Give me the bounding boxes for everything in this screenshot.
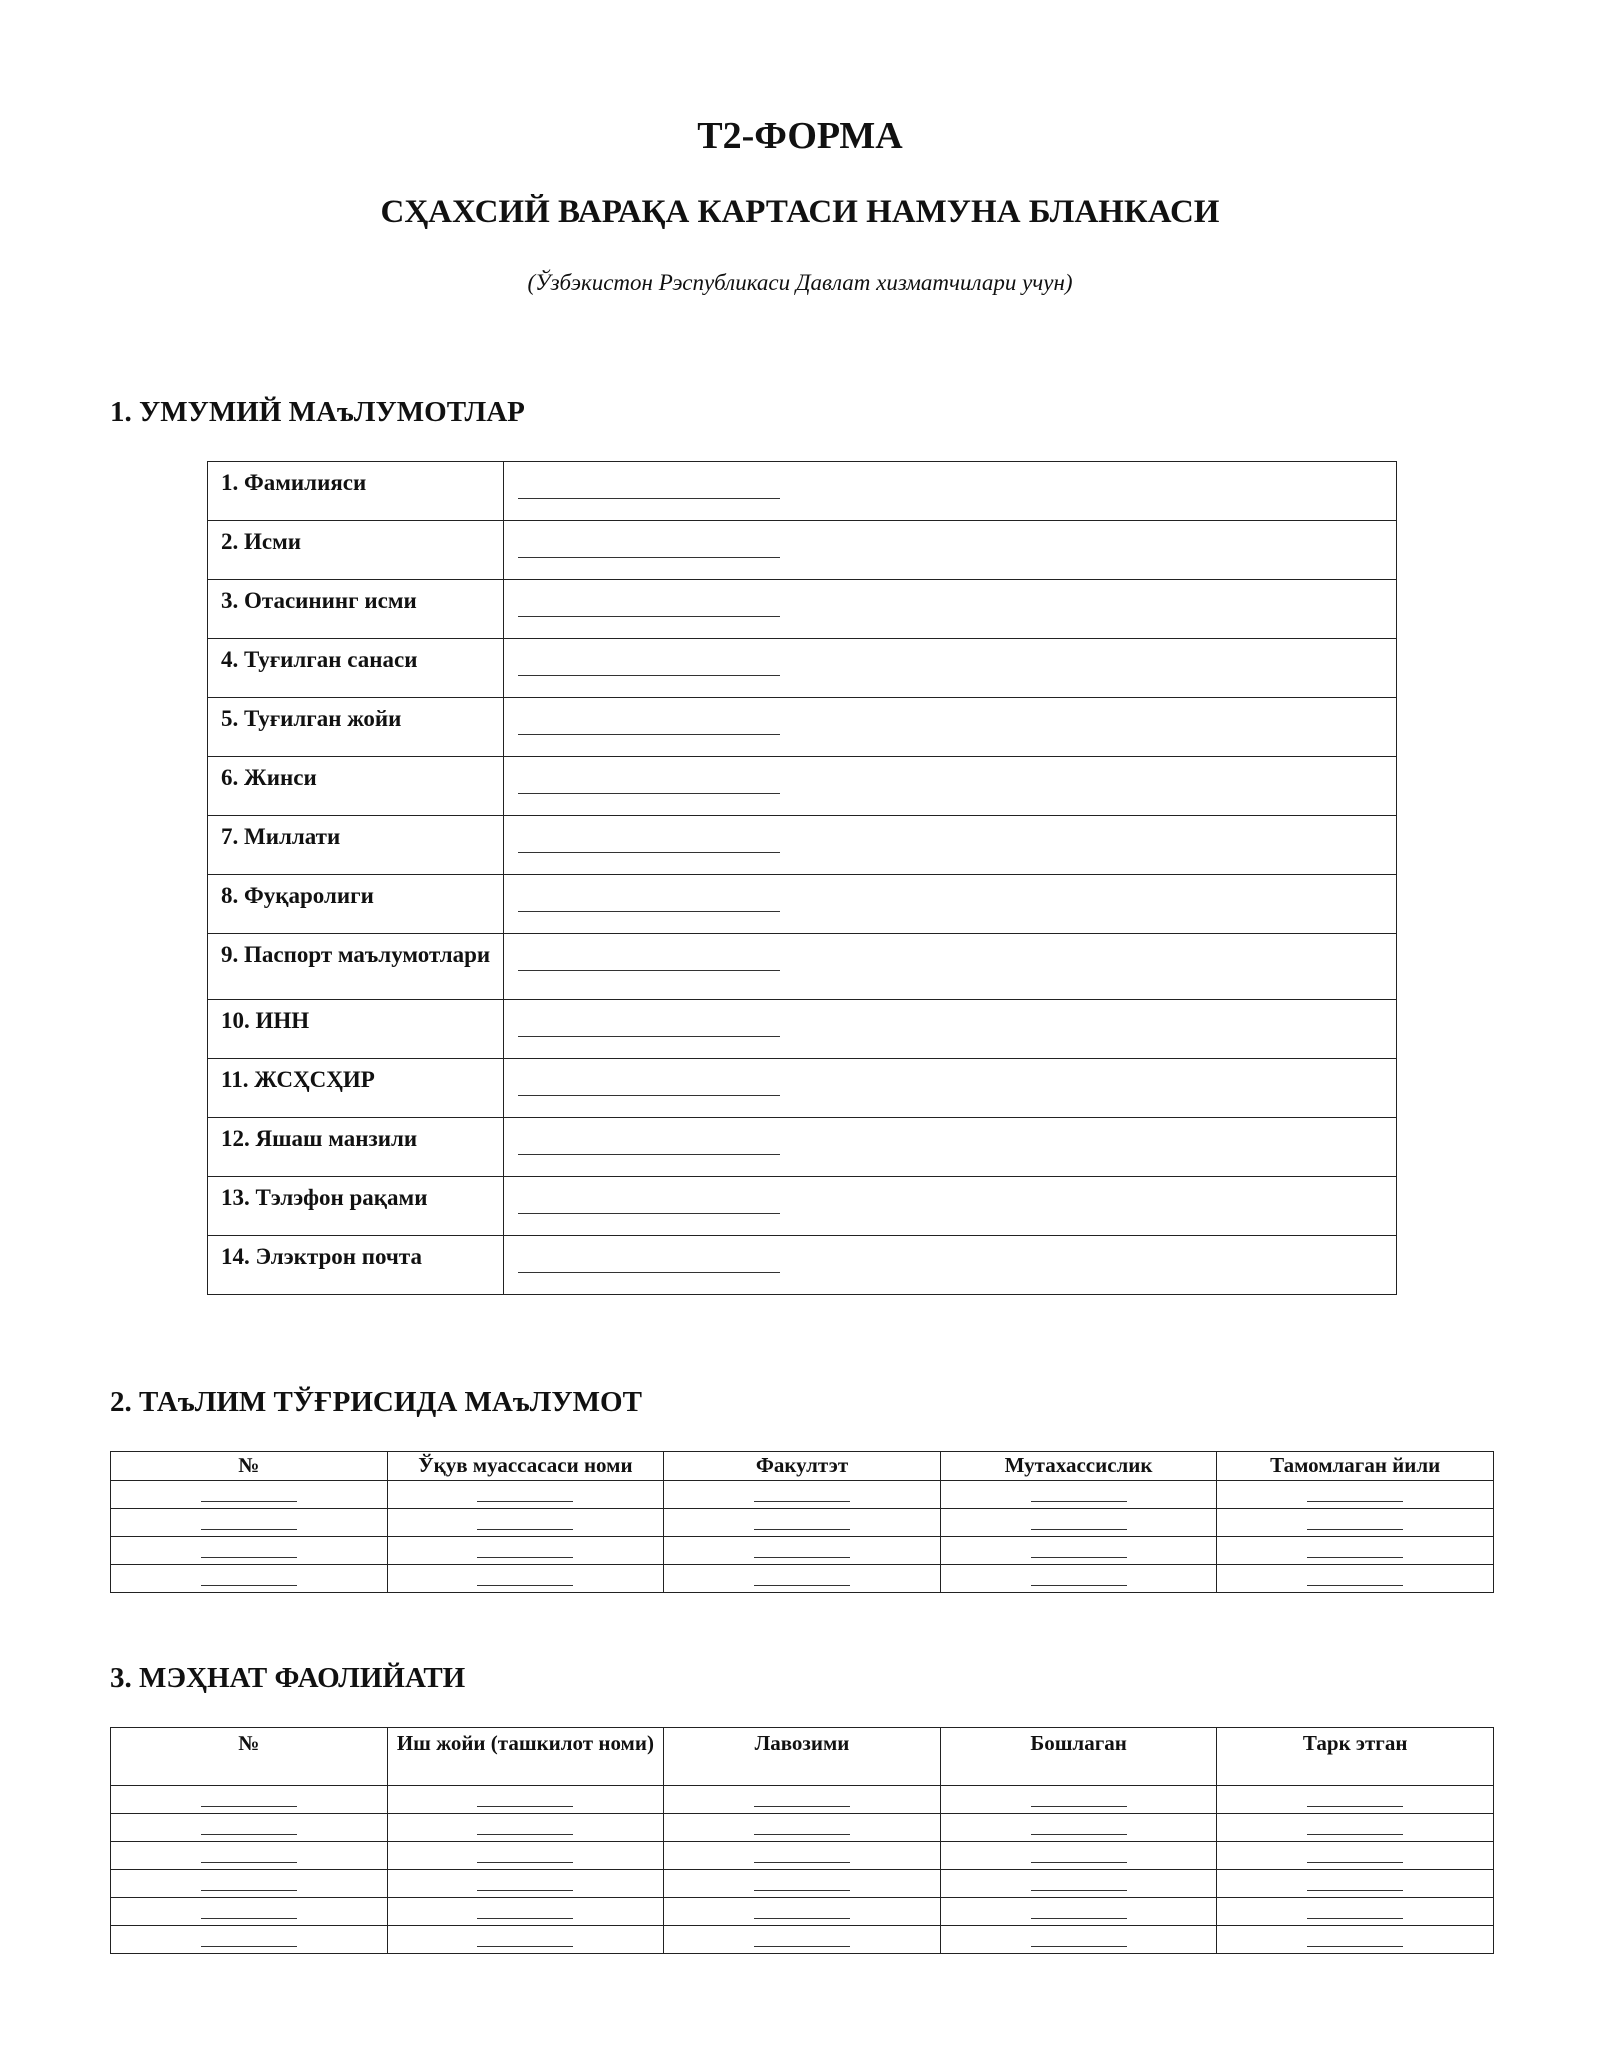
blank-line xyxy=(518,1132,780,1155)
blank-line xyxy=(1307,1481,1403,1502)
field-row-email xyxy=(208,1236,1397,1295)
blank-line xyxy=(477,1898,573,1919)
table-cell-input[interactable] xyxy=(664,1481,941,1509)
blank-line xyxy=(754,1926,850,1947)
blank-line xyxy=(754,1481,850,1502)
field-label: 11. ЖСҲСҲИР xyxy=(208,1059,504,1118)
field-row-name xyxy=(208,521,1397,580)
field-input-inn[interactable] xyxy=(504,1000,1397,1059)
blank-line xyxy=(518,1014,780,1037)
field-label: 8. Фуқаролиги xyxy=(208,875,504,934)
field-label: 14. Элэктрон почта xyxy=(208,1236,504,1295)
table-cell-input[interactable] xyxy=(664,1786,941,1814)
blank-line xyxy=(201,1842,297,1863)
table-cell-input[interactable] xyxy=(387,1481,664,1509)
table-cell-input[interactable] xyxy=(111,1509,388,1537)
table-header-row xyxy=(111,1452,1494,1481)
table-cell-input[interactable] xyxy=(664,1565,941,1593)
table-cell-input[interactable] xyxy=(940,1509,1217,1537)
blank-line xyxy=(754,1537,850,1558)
blank-line xyxy=(754,1814,850,1835)
field-row-gender xyxy=(208,757,1397,816)
column-header-number: № xyxy=(111,1452,388,1481)
column-header-end-date: Тарк этган xyxy=(1217,1728,1494,1786)
field-label: 2. Исми xyxy=(208,521,504,580)
table-cell-input[interactable] xyxy=(664,1926,941,1954)
field-row-passport xyxy=(208,934,1397,1000)
table-cell-input[interactable] xyxy=(664,1870,941,1898)
field-label: 9. Паспорт маълумотлари xyxy=(208,934,504,1000)
blank-line xyxy=(201,1786,297,1807)
blank-line xyxy=(1307,1898,1403,1919)
blank-line xyxy=(754,1898,850,1919)
column-header-number: № xyxy=(111,1728,388,1786)
column-header-institution: Ўқув муассасаси номи xyxy=(387,1452,664,1481)
table-cell-input[interactable] xyxy=(387,1898,664,1926)
table-row xyxy=(111,1842,1494,1870)
table-cell-input[interactable] xyxy=(387,1509,664,1537)
blank-line xyxy=(518,594,780,617)
blank-line xyxy=(518,948,780,971)
section-work-heading: 3. МЭҲНАТ ФАОЛИЙАТИ xyxy=(110,1662,466,1694)
field-input-patronymic[interactable] xyxy=(504,580,1397,639)
column-header-start-date: Бошлаган xyxy=(940,1728,1217,1786)
table-cell-input[interactable] xyxy=(111,1481,388,1509)
blank-line xyxy=(1307,1509,1403,1530)
field-row-nationality xyxy=(208,816,1397,875)
blank-line xyxy=(477,1842,573,1863)
field-row-pinfl xyxy=(208,1059,1397,1118)
field-input-phone[interactable] xyxy=(504,1177,1397,1236)
column-header-faculty: Факултэт xyxy=(664,1452,941,1481)
blank-line xyxy=(1031,1509,1127,1530)
table-row xyxy=(111,1786,1494,1814)
blank-line xyxy=(477,1537,573,1558)
table-cell-input[interactable] xyxy=(664,1537,941,1565)
form-subtitle: СҲАХСИЙ ВАРАҚА КАРТАСИ НАМУНА БЛАНКАСИ xyxy=(380,194,1220,230)
blank-line xyxy=(1031,1842,1127,1863)
table-row xyxy=(111,1481,1494,1509)
table-row xyxy=(111,1870,1494,1898)
blank-line xyxy=(1031,1926,1127,1947)
table-cell-input[interactable] xyxy=(1217,1565,1494,1593)
blank-line xyxy=(518,771,780,794)
general-info-table xyxy=(207,461,1397,1295)
blank-line xyxy=(201,1814,297,1835)
blank-line xyxy=(1307,1870,1403,1891)
field-input-passport[interactable] xyxy=(504,934,1397,1000)
field-input-surname[interactable] xyxy=(504,462,1397,521)
table-cell-input[interactable] xyxy=(111,1926,388,1954)
table-cell-input[interactable] xyxy=(940,1814,1217,1842)
blank-line xyxy=(477,1786,573,1807)
blank-line xyxy=(754,1509,850,1530)
blank-line xyxy=(1307,1537,1403,1558)
blank-line xyxy=(1031,1870,1127,1891)
table-row xyxy=(111,1565,1494,1593)
table-cell-input[interactable] xyxy=(1217,1898,1494,1926)
blank-line xyxy=(201,1537,297,1558)
blank-line xyxy=(1031,1786,1127,1807)
field-row-birth-date xyxy=(208,639,1397,698)
table-row xyxy=(111,1926,1494,1954)
education-table-body xyxy=(111,1481,1494,1593)
blank-line xyxy=(201,1565,297,1586)
blank-line xyxy=(201,1509,297,1530)
table-cell-input[interactable] xyxy=(664,1842,941,1870)
blank-line xyxy=(754,1565,850,1586)
blank-line xyxy=(201,1481,297,1502)
field-row-inn xyxy=(208,1000,1397,1059)
blank-line xyxy=(518,1191,780,1214)
table-row xyxy=(111,1814,1494,1842)
section-general-heading: 1. УМУМИЙ МАъЛУМОТЛАР xyxy=(110,396,525,428)
blank-line xyxy=(201,1870,297,1891)
form-note: (Ўзбэкистон Рэспубликаси Давлат хизматчилари учун) xyxy=(527,270,1073,295)
table-cell-input[interactable] xyxy=(387,1537,664,1565)
field-input-nationality[interactable] xyxy=(504,816,1397,875)
column-header-graduation-year: Тамомлаган йили xyxy=(1217,1452,1494,1481)
blank-line xyxy=(201,1926,297,1947)
blank-line xyxy=(477,1481,573,1502)
table-cell-input[interactable] xyxy=(940,1898,1217,1926)
field-row-birth-place xyxy=(208,698,1397,757)
table-cell-input[interactable] xyxy=(940,1565,1217,1593)
field-label: 12. Яшаш манзили xyxy=(208,1118,504,1177)
blank-line xyxy=(518,535,780,558)
table-cell-input[interactable] xyxy=(387,1565,664,1593)
table-cell-input[interactable] xyxy=(664,1509,941,1537)
blank-line xyxy=(518,830,780,853)
table-cell-input[interactable] xyxy=(1217,1814,1494,1842)
field-input-address[interactable] xyxy=(504,1118,1397,1177)
table-cell-input[interactable] xyxy=(940,1842,1217,1870)
field-label: 4. Туғилган санаси xyxy=(208,639,504,698)
field-label: 10. ИНН xyxy=(208,1000,504,1059)
field-input-name[interactable] xyxy=(504,521,1397,580)
table-cell-input[interactable] xyxy=(664,1814,941,1842)
blank-line xyxy=(477,1926,573,1947)
field-input-email[interactable] xyxy=(504,1236,1397,1295)
table-cell-input[interactable] xyxy=(111,1842,388,1870)
blank-line xyxy=(1307,1814,1403,1835)
column-header-specialty: Мутахассислик xyxy=(940,1452,1217,1481)
blank-line xyxy=(1031,1814,1127,1835)
section-education-heading: 2. ТАъЛИМ ТЎҒРИСИДА МАъЛУМОТ xyxy=(110,1386,642,1418)
field-row-surname xyxy=(208,462,1397,521)
blank-line xyxy=(1307,1926,1403,1947)
blank-line xyxy=(477,1814,573,1835)
field-label: 7. Миллати xyxy=(208,816,504,875)
education-table xyxy=(110,1451,1494,1593)
field-label: 6. Жинси xyxy=(208,757,504,816)
table-cell-input[interactable] xyxy=(387,1786,664,1814)
blank-line xyxy=(477,1509,573,1530)
blank-line xyxy=(1031,1898,1127,1919)
table-cell-input[interactable] xyxy=(1217,1537,1494,1565)
field-row-patronymic xyxy=(208,580,1397,639)
blank-line xyxy=(1307,1786,1403,1807)
field-label: 5. Туғилган жойи xyxy=(208,698,504,757)
blank-line xyxy=(518,712,780,735)
table-cell-input[interactable] xyxy=(1217,1481,1494,1509)
table-cell-input[interactable] xyxy=(111,1898,388,1926)
table-cell-input[interactable] xyxy=(1217,1870,1494,1898)
blank-line xyxy=(477,1565,573,1586)
table-cell-input[interactable] xyxy=(387,1814,664,1842)
field-input-birth-place[interactable] xyxy=(504,698,1397,757)
field-row-citizenship xyxy=(208,875,1397,934)
field-row-phone xyxy=(208,1177,1397,1236)
field-input-citizenship[interactable] xyxy=(504,875,1397,934)
blank-line xyxy=(754,1870,850,1891)
blank-line xyxy=(754,1786,850,1807)
table-cell-input[interactable] xyxy=(111,1537,388,1565)
work-history-table-body xyxy=(111,1786,1494,1954)
form-title: Т2-ФОРМА xyxy=(697,115,903,157)
blank-line xyxy=(754,1842,850,1863)
blank-line xyxy=(518,1250,780,1273)
field-row-address xyxy=(208,1118,1397,1177)
table-cell-input[interactable] xyxy=(940,1926,1217,1954)
field-label: 3. Отасининг исми xyxy=(208,580,504,639)
table-cell-input[interactable] xyxy=(1217,1842,1494,1870)
blank-line xyxy=(518,1073,780,1096)
table-cell-input[interactable] xyxy=(940,1870,1217,1898)
table-cell-input[interactable] xyxy=(1217,1786,1494,1814)
table-cell-input[interactable] xyxy=(940,1481,1217,1509)
field-label: 1. Фамилияси xyxy=(208,462,504,521)
table-row xyxy=(111,1509,1494,1537)
table-cell-input[interactable] xyxy=(111,1870,388,1898)
table-cell-input[interactable] xyxy=(387,1926,664,1954)
table-row xyxy=(111,1898,1494,1926)
field-input-gender[interactable] xyxy=(504,757,1397,816)
table-cell-input[interactable] xyxy=(940,1537,1217,1565)
blank-line xyxy=(518,889,780,912)
column-header-workplace: Иш жойи (ташкилот номи) xyxy=(387,1728,664,1786)
blank-line xyxy=(1031,1481,1127,1502)
table-cell-input[interactable] xyxy=(111,1814,388,1842)
table-cell-input[interactable] xyxy=(664,1898,941,1926)
blank-line xyxy=(518,476,780,499)
blank-line xyxy=(1307,1842,1403,1863)
work-history-table xyxy=(110,1727,1494,1954)
table-row xyxy=(111,1537,1494,1565)
table-cell-input[interactable] xyxy=(1217,1926,1494,1954)
column-header-position: Лавозими xyxy=(664,1728,941,1786)
blank-line xyxy=(518,653,780,676)
blank-line xyxy=(1307,1565,1403,1586)
table-cell-input[interactable] xyxy=(387,1870,664,1898)
field-input-birth-date[interactable] xyxy=(504,639,1397,698)
blank-line xyxy=(477,1870,573,1891)
table-cell-input[interactable] xyxy=(940,1786,1217,1814)
table-cell-input[interactable] xyxy=(111,1786,388,1814)
blank-line xyxy=(1031,1565,1127,1586)
table-cell-input[interactable] xyxy=(387,1842,664,1870)
table-cell-input[interactable] xyxy=(1217,1509,1494,1537)
field-input-pinfl[interactable] xyxy=(504,1059,1397,1118)
table-header-row xyxy=(111,1728,1494,1786)
field-label: 13. Тэлэфон рақами xyxy=(208,1177,504,1236)
blank-line xyxy=(201,1898,297,1919)
table-cell-input[interactable] xyxy=(111,1565,388,1593)
blank-line xyxy=(1031,1537,1127,1558)
